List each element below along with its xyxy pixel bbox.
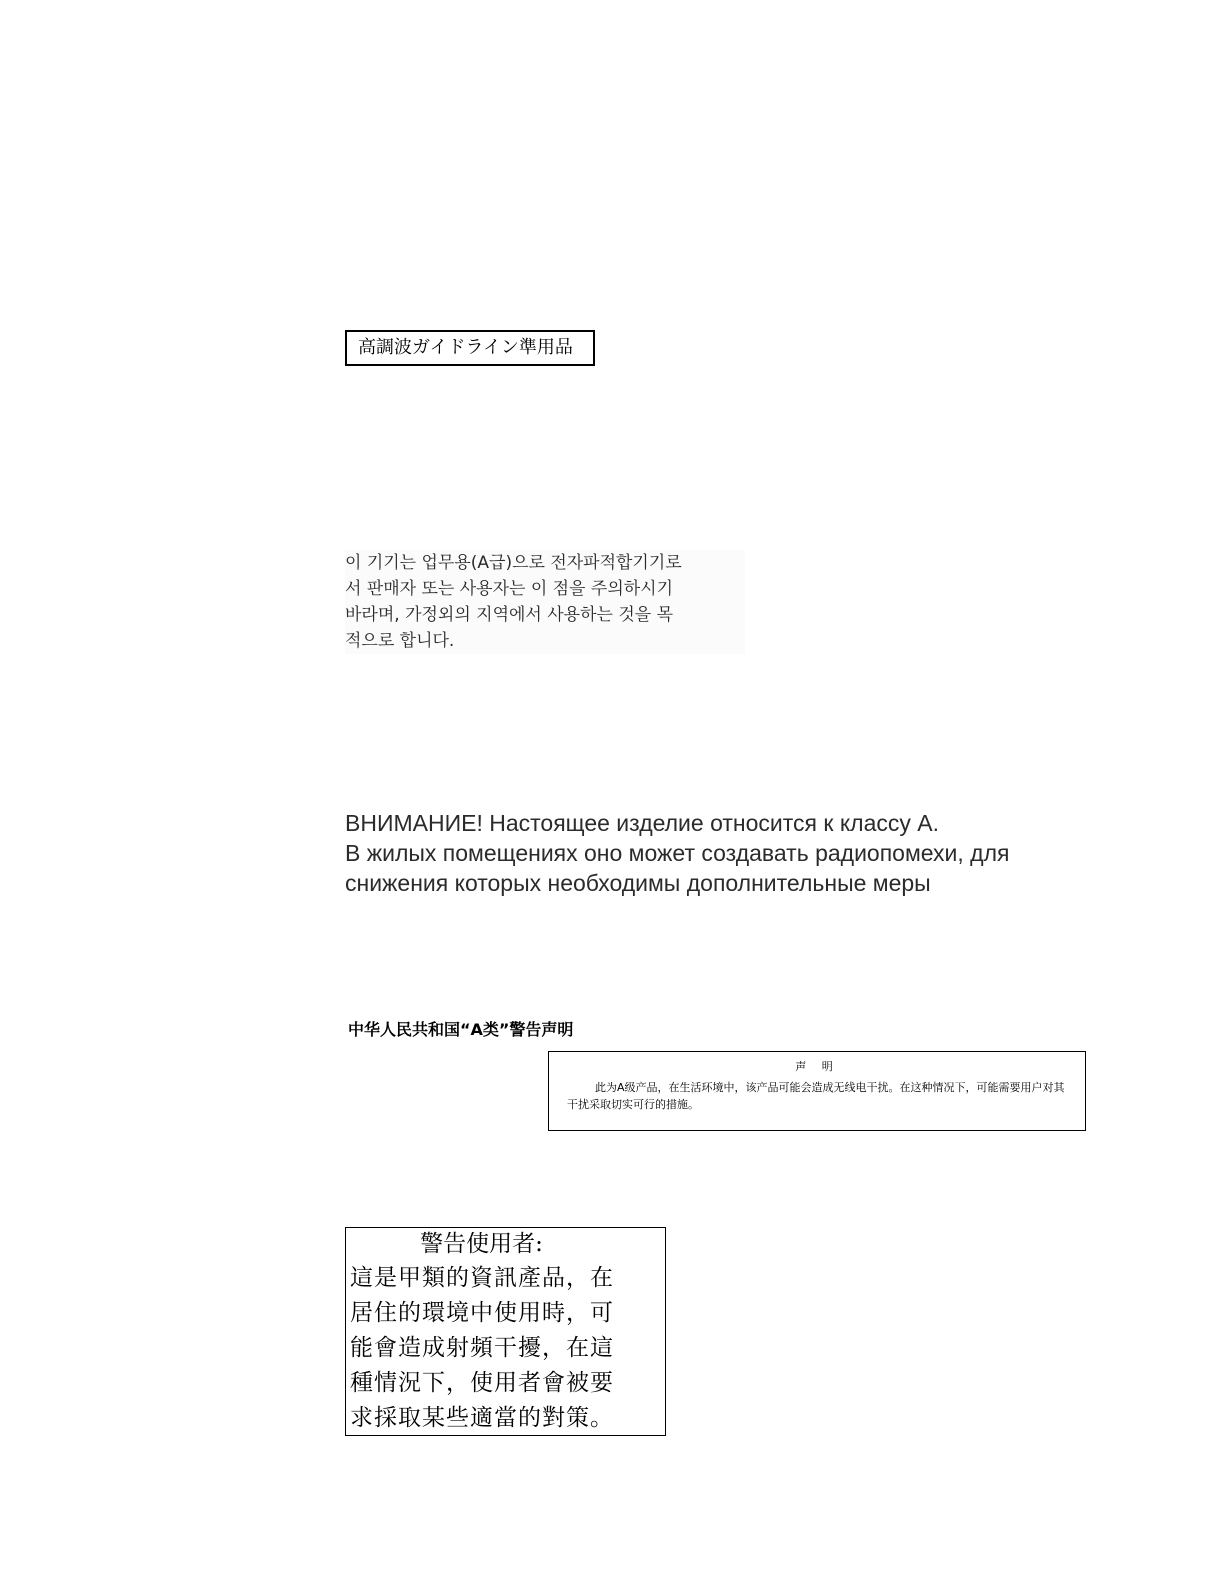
taiwan-warning-line: 這是甲類的資訊產品，在 [350,1265,614,1291]
china-statement-heading: 中华人民共和国“A类”警告声明 [348,1020,574,1039]
taiwan-warning-line: 種情況下，使用者會被要 [350,1370,614,1396]
russia-warning-line: ВНИМАНИЕ! Настоящее изделие относится к классу А. [345,810,939,836]
russia-warning-line: В жилых помещениях оно может создавать радиопомехи, для [345,840,1010,866]
taiwan-warning-title: 警告使用者: [420,1231,543,1257]
korea-notice-line: 서 판매자 또는 사용자는 이 점을 주의하시기 [345,579,674,599]
korea-notice-line: 적으로 합니다. [345,631,455,651]
korea-notice-line: 이 기기는 업무용(A급)으로 전자파적합기기로 [345,553,682,573]
japan-harmonics-label [345,330,595,366]
japan-harmonics-text: 高調波ガイドライン準用品 [358,337,573,358]
korea-class-a-notice [345,550,745,654]
taiwan-warning-box [345,1227,666,1436]
china-statement-body: 此为A级产品，在生活环境中，该产品可能会造成无线电干扰。在这种情况下，可能需要用户对其干扰采取切实可行的措施。 [567,1081,1065,1111]
korea-notice-line: 바라며, 가정외의 지역에서 사용하는 것을 목 [345,605,674,625]
china-statement-box [548,1051,1086,1131]
taiwan-warning-line: 居住的環境中使用時，可 [350,1300,614,1326]
russia-class-a-warning [345,808,1105,898]
russia-warning-line: снижения которых необходимы дополнительные меры [345,870,931,896]
taiwan-warning-line: 求採取某些適當的對策。 [350,1405,614,1431]
taiwan-warning-line: 能會造成射頻干擾，在這 [350,1335,614,1361]
china-statement-title: 声 明 [795,1060,839,1073]
